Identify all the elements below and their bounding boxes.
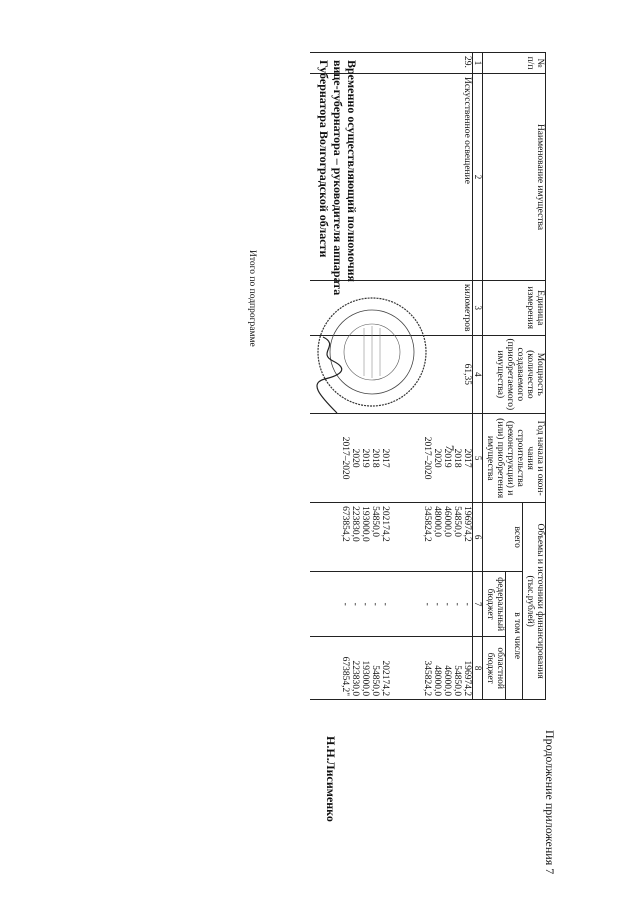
row-regional — [390, 637, 472, 700]
col-number-3: 3 — [472, 281, 482, 336]
value-cell: 193000,0 — [360, 660, 371, 697]
value-cell: 54850,0 — [370, 506, 381, 538]
year-cell: 2020 — [350, 448, 361, 468]
col-number-7: 7 — [472, 572, 482, 637]
col-number-5: 5 — [472, 414, 482, 503]
header-regional: областной бюджет — [483, 637, 506, 700]
column-number-row — [472, 53, 482, 700]
value-cell: - — [461, 602, 472, 606]
col-number-2: 2 — [472, 74, 482, 281]
header-unit: Единица измерения — [483, 281, 546, 336]
header-years: Год начала и окон-чания строительства (реконструкции) и (или) приобретения имущества — [483, 414, 546, 503]
col-number-6: 6 — [472, 503, 482, 572]
value-cell: 345824,2 — [421, 506, 432, 542]
header-including: в том числе — [506, 572, 523, 700]
year-cell: 2020 — [431, 448, 442, 468]
value-cell: - — [431, 602, 442, 606]
col-number-1: 1 — [472, 53, 482, 74]
year-cell: 2019 — [360, 448, 371, 468]
value-cell: 54850,0 — [451, 506, 462, 538]
year-cell: 2017 — [380, 448, 391, 468]
value-cell: 193000,0 — [360, 506, 371, 542]
header-capacity: Мощность (количество создаваемого (приобретаемого) имущества) — [483, 335, 546, 414]
value-cell: 46000,0 — [441, 506, 452, 538]
handwritten-signature — [315, 335, 345, 415]
signature-title-line2: вице-губернатора – руководителя аппарата — [331, 60, 346, 296]
value-cell: 673854,2 — [340, 506, 351, 542]
row-no: 29. — [390, 53, 472, 74]
value-cell: 202174,2 — [380, 660, 391, 697]
year-cell: 2018 — [451, 448, 462, 468]
continuation-caption: Продолжение приложения 7 — [543, 730, 557, 875]
value-cell: 196974,2 — [461, 660, 472, 697]
value-cell: 54850,0 — [370, 665, 381, 697]
row-capacity: 61,35 — [390, 335, 472, 414]
header-funding: Объемы и источники финансирования (тыс.рублей) — [523, 503, 546, 700]
row-total — [390, 503, 472, 572]
year-cell: 2017 — [461, 448, 472, 468]
year-cell: 2019 — [441, 448, 452, 468]
value-cell: - — [441, 602, 452, 606]
value-cell: 54850,0 — [451, 665, 462, 697]
row-federal — [390, 572, 472, 637]
signature-title-line1: Временно осуществляющий полномочия — [345, 60, 359, 283]
row-years — [390, 414, 472, 503]
value-cell: 48000,0 — [431, 665, 442, 697]
row-name: Искусственное освещение — [390, 74, 472, 281]
col-number-4: 4 — [472, 335, 482, 414]
signature-title-line3: Губернатора Волгоградской области — [317, 60, 332, 258]
value-cell: 345824,2 — [421, 660, 432, 697]
value-cell: 223830,0 — [350, 660, 361, 697]
subtotal-total — [310, 503, 390, 572]
value-cell: - — [360, 602, 371, 606]
subtotal-years — [310, 414, 390, 503]
subtotal-label: Итого по подпрограмме — [247, 250, 257, 347]
subtotal-regional — [310, 637, 390, 700]
year-cell: 2018 — [370, 448, 381, 468]
value-cell: 673854,2" — [340, 656, 351, 697]
row-unit: километров — [390, 281, 472, 336]
value-cell: - — [451, 602, 462, 606]
page-number: 7 — [443, 445, 457, 451]
value-cell: - — [340, 602, 351, 606]
value-cell: 223830,0 — [350, 506, 361, 542]
header-total: всего — [483, 503, 523, 572]
signer-name: Н.Н.Лисименко — [324, 736, 338, 822]
value-cell: 46000,0 — [441, 665, 452, 697]
subtotal-federal — [310, 572, 390, 637]
value-cell: 202174,2 — [380, 506, 391, 542]
year-cell: 2017–2020 — [421, 436, 432, 480]
col-number-8: 8 — [472, 637, 482, 700]
value-cell: 196974,2 — [461, 506, 472, 542]
year-cell: 2017–2020 — [340, 436, 351, 480]
header-no: № п/п — [483, 53, 546, 74]
header-federal: федеральный бюджет — [483, 572, 506, 637]
signature-block — [317, 60, 358, 295]
value-cell: - — [380, 602, 391, 606]
value-cell: - — [370, 602, 381, 606]
header-name: Наименование имущества — [483, 74, 546, 281]
value-cell: - — [421, 602, 432, 606]
value-cell: - — [350, 602, 361, 606]
value-cell: 48000,0 — [431, 506, 442, 538]
